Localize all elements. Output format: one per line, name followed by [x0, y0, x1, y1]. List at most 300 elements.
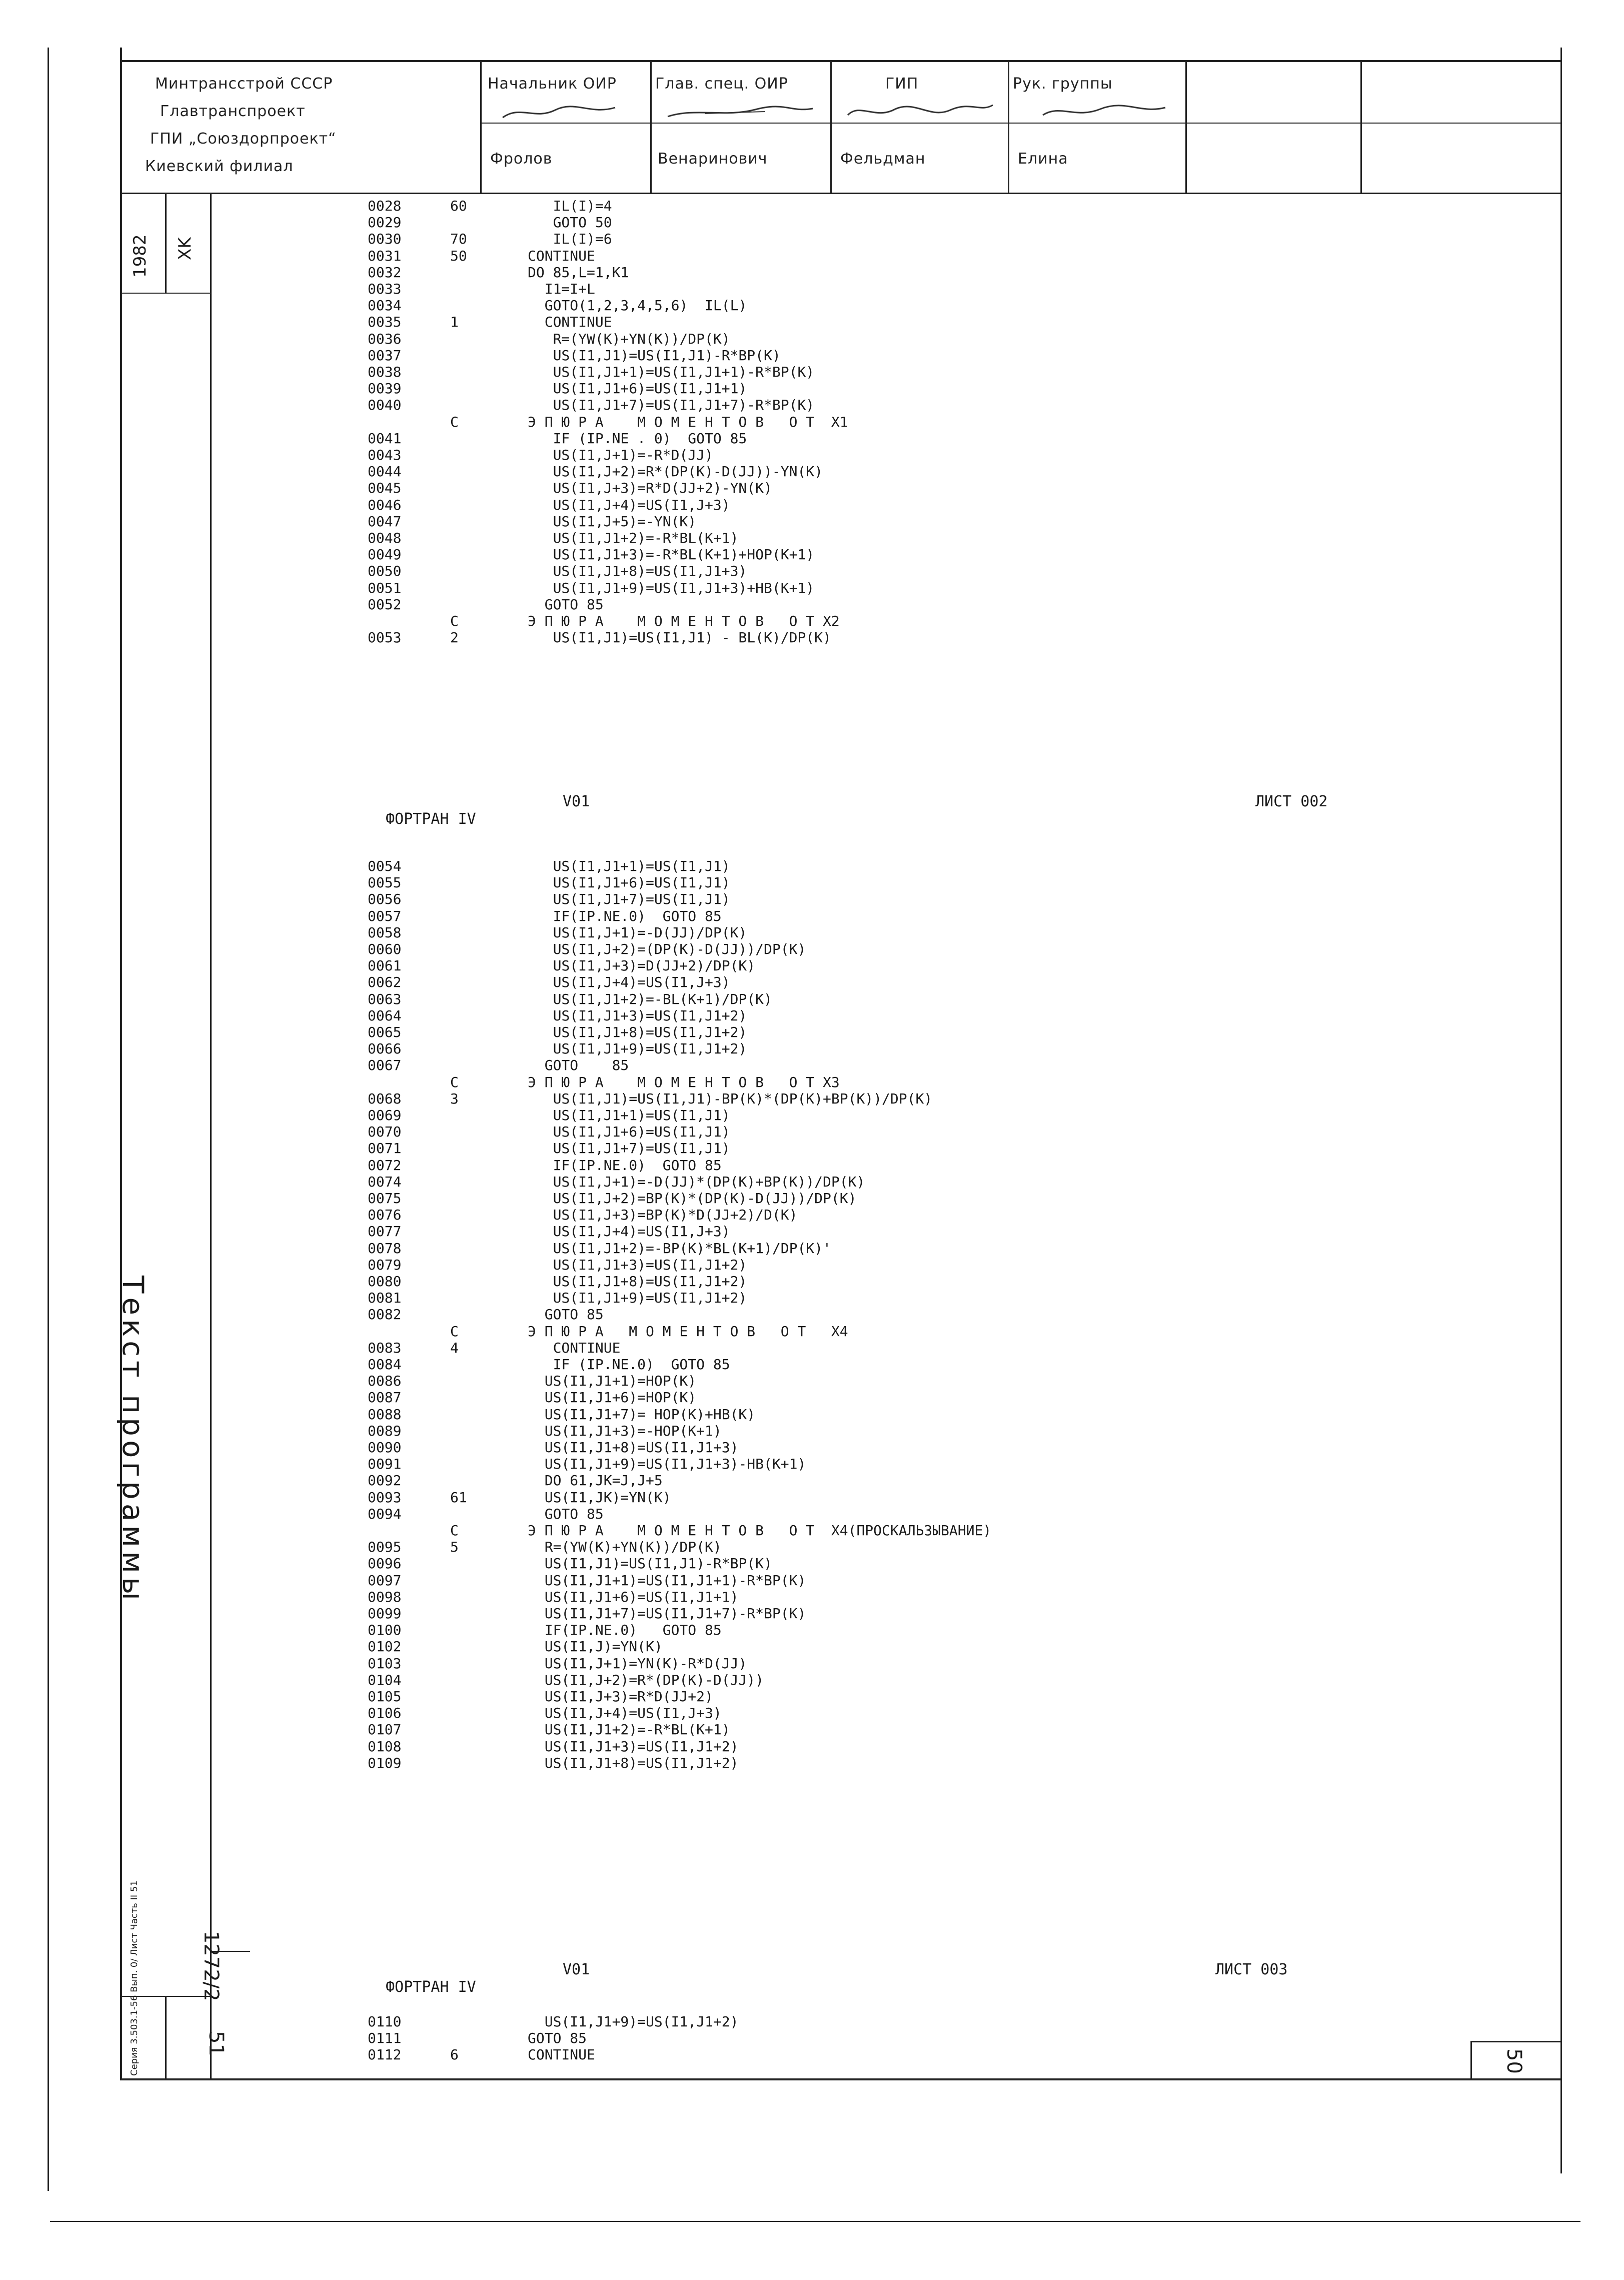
code-line	[0, 314, 1450, 331]
signature-frolov	[500, 103, 620, 123]
statement-text: US(I1,J+1)=-R*D(JJ)	[528, 447, 713, 463]
line-number: 0056	[368, 891, 402, 908]
line-number: 0043	[368, 447, 402, 463]
line-number: 0044	[368, 463, 402, 480]
line-number: 0074	[368, 1173, 402, 1190]
code-line	[0, 1123, 1450, 1141]
code-line	[0, 563, 1450, 580]
code-line	[0, 1257, 1450, 1274]
code-line	[0, 1174, 1450, 1191]
code-line	[0, 1439, 1450, 1456]
code-line	[0, 1074, 1450, 1091]
statement-text: US(I1,J1+9)=US(I1,J1+2)	[528, 2013, 739, 2030]
statement-text: US(I1,J+2)=R*(DP(K)-D(JJ))-YN(K)	[528, 463, 823, 480]
line-number: 0029	[368, 214, 402, 231]
margin-code-xk: XK	[175, 237, 195, 260]
signature-venarinovich	[665, 103, 815, 123]
code-line	[0, 1240, 1450, 1257]
statement-text: US(I1,J+4)=US(I1,J+3)	[528, 1223, 730, 1240]
statement-text: US(I1,J1+3)=US(I1,J1+2)	[528, 1256, 747, 1273]
code-line	[0, 364, 1450, 381]
statement-label: 3	[450, 1090, 459, 1107]
code-line	[0, 1323, 1450, 1340]
code-line	[0, 1223, 1450, 1240]
statement-text: CONTINUE	[528, 1339, 621, 1356]
statement-text: Э П Ю Р А М О М Е Н Т О В О Т X3	[528, 1073, 840, 1090]
line-number: 0069	[368, 1107, 402, 1123]
statement-text: GOTO 85	[528, 1057, 629, 1074]
statement-text: US(I1,J)=YN(K)	[528, 1638, 663, 1655]
code-line	[0, 629, 1450, 646]
code-line	[0, 513, 1450, 530]
statement-text: US(I1,J1)=US(I1,J1) - BL(K)/DP(K)	[528, 629, 831, 646]
line-number: 0072	[368, 1157, 402, 1174]
code-line	[0, 248, 1450, 265]
code-line	[0, 1638, 1450, 1655]
statement-text: Э П Ю Р А М О М Е Н Т О В О Т X2	[528, 613, 840, 629]
statement-text: US(I1,J+2)=BP(K)*(DP(K)-D(JJ))/DP(K)	[528, 1190, 857, 1207]
code-line	[0, 891, 1450, 908]
code-line	[0, 1207, 1450, 1224]
statement-text: US(I1,J1+8)=US(I1,J1+2)	[528, 1754, 739, 1771]
code-line	[0, 991, 1450, 1008]
statement-label: 1	[450, 314, 459, 331]
code-line	[0, 1140, 1450, 1157]
titleblock-divider-v6	[1360, 60, 1362, 193]
code-line	[0, 1456, 1450, 1473]
statement-text: IL(I)=6	[528, 231, 612, 248]
statement-label: C	[450, 413, 459, 430]
page-number: 50	[1502, 2048, 1525, 2074]
fortran-version-1: V01	[563, 793, 590, 810]
name-elina: Елина	[1018, 150, 1068, 168]
line-number: 0070	[368, 1123, 402, 1141]
statement-text: US(I1,J+4)=US(I1,J+3)	[528, 1705, 722, 1722]
line-number: 0084	[368, 1356, 402, 1373]
statement-text: DO 85,L=1,K1	[528, 264, 629, 281]
line-number: 0107	[368, 1721, 402, 1738]
line-number: 0076	[368, 1207, 402, 1224]
code-line	[0, 1688, 1450, 1705]
statement-label: 61	[450, 1489, 467, 1506]
code-line	[0, 463, 1450, 480]
statement-text: DO 61,JK=J,J+5	[528, 1472, 663, 1489]
role-chief: Начальник ОИР	[488, 75, 617, 93]
code-line	[0, 957, 1450, 974]
code-line	[0, 580, 1450, 597]
statement-text: US(I1,J1+8)=US(I1,J1+3)	[528, 563, 747, 580]
statement-text: US(I1,J1)=US(I1,J1)-R*BP(K)	[528, 1555, 772, 1572]
code-line	[0, 1306, 1450, 1323]
code-line	[0, 1755, 1450, 1772]
statement-label: 5	[450, 1539, 459, 1556]
org-line-2: Главтранспроект	[160, 103, 306, 120]
statement-text: US(I1,J1+1)=US(I1,J1)	[528, 1107, 730, 1123]
titleblock-divider-v2	[650, 60, 652, 193]
line-number: 0067	[368, 1057, 402, 1074]
line-number: 0105	[368, 1688, 402, 1705]
line-number: 0090	[368, 1439, 402, 1456]
code-line	[0, 430, 1450, 447]
statement-text: US(I1,J1+3)=-R*BL(K+1)+HOP(K+1)	[528, 546, 815, 563]
statement-text: US(I1,J1+8)=US(I1,J1+3)	[528, 1439, 739, 1456]
code-line	[0, 1738, 1450, 1755]
line-number: 0111	[368, 2030, 402, 2047]
statement-label: 6	[450, 2046, 459, 2063]
org-line-4: Киевский филиал	[145, 158, 294, 175]
frame-right	[1560, 48, 1562, 2173]
statement-text: IF(IP.NE.0) GOTO 85	[528, 1622, 722, 1639]
statement-label: 50	[450, 247, 467, 264]
line-number: 0066	[368, 1040, 402, 1057]
line-number: 0093	[368, 1489, 402, 1506]
code-line	[0, 1572, 1450, 1589]
code-line	[0, 198, 1450, 215]
line-number: 0092	[368, 1472, 402, 1489]
statement-text: Э П Ю Р А М О М Е Н Т О В О Т X4	[528, 1323, 848, 1340]
vertical-title: Текст программы	[116, 1276, 150, 1604]
line-number: 0051	[368, 579, 402, 596]
code-line	[0, 1506, 1450, 1523]
code-line	[0, 1539, 1450, 1556]
code-line	[0, 1472, 1450, 1489]
code-line	[0, 941, 1450, 958]
statement-text: CONTINUE	[528, 314, 612, 331]
statement-label: C	[450, 613, 459, 629]
statement-text: US(I1,J+1)=-D(JJ)/DP(K)	[528, 924, 747, 941]
line-number: 0034	[368, 297, 402, 314]
code-line	[0, 1489, 1450, 1506]
statement-label: 70	[450, 231, 467, 248]
line-number: 0104	[368, 1671, 402, 1688]
code-line	[0, 908, 1450, 925]
statement-text: US(I1,J1+6)=US(I1,J1)	[528, 874, 730, 891]
statement-text: IL(I)=4	[528, 198, 612, 214]
line-number: 0039	[368, 380, 402, 397]
name-venarinovich: Венаринович	[658, 150, 768, 168]
code-line	[0, 1373, 1450, 1390]
statement-text: US(I1,J1+1)=US(I1,J1)	[528, 858, 730, 874]
line-number: 0082	[368, 1306, 402, 1323]
statement-text: CONTINUE	[528, 247, 595, 264]
statement-label: C	[450, 1323, 459, 1340]
signature-elina	[1040, 100, 1170, 123]
line-number: 0028	[368, 198, 402, 214]
series-label: Серия 3.503.1-56 Вып. 0/ Лист Часть II 51	[129, 1880, 140, 2076]
line-number: 0065	[368, 1024, 402, 1040]
line-number: 0083	[368, 1339, 402, 1356]
statement-label: C	[450, 1522, 459, 1539]
line-number: 0052	[368, 596, 402, 613]
statement-text: US(I1,JK)=YN(K)	[528, 1489, 671, 1506]
line-number: 0086	[368, 1373, 402, 1390]
sheet-label-1: ЛИСТ 002	[1255, 793, 1328, 810]
line-number: 0063	[368, 990, 402, 1007]
line-number: 0033	[368, 281, 402, 297]
statement-text: US(I1,J+3)=R*D(JJ+2)-YN(K)	[528, 480, 772, 497]
line-number: 0035	[368, 314, 402, 331]
statement-label: 60	[450, 198, 467, 214]
fortran-label-2: ФОРТРАН IV	[386, 1978, 476, 1996]
line-number: 0053	[368, 629, 402, 646]
code-line	[0, 530, 1450, 547]
code-line	[0, 1522, 1450, 1539]
org-line-3: ГПИ „Союздорпроект“	[150, 130, 337, 148]
titleblock-divider-v3	[830, 60, 832, 193]
code-line	[0, 613, 1450, 630]
line-number: 0040	[368, 397, 402, 414]
line-number: 0088	[368, 1406, 402, 1423]
sheet-small: 51	[205, 2031, 228, 2056]
code-line	[0, 974, 1450, 991]
statement-text: US(I1,J+4)=US(I1,J+3)	[528, 496, 730, 513]
statement-text: US(I1,J1+9)=US(I1,J1+2)	[528, 1290, 747, 1307]
statement-text: US(I1,J1+3)=US(I1,J1+2)	[528, 1007, 747, 1024]
statement-text: US(I1,J1)=US(I1,J1)-BP(K)*(DP(K)+BP(K))/DP(K)	[528, 1090, 933, 1107]
code-line	[0, 447, 1450, 464]
statement-text: CONTINUE	[528, 2046, 595, 2063]
statement-text: GOTO(1,2,3,4,5,6) IL(L)	[528, 297, 747, 314]
statement-text: US(I1,J+1)=-D(JJ)*(DP(K)+BP(K))/DP(K)	[528, 1173, 865, 1190]
titleblock-bottom	[120, 193, 1560, 194]
statement-text: US(I1,J1+2)=-BP(K)*BL(K+1)/DP(K)'	[528, 1240, 831, 1257]
code-line	[0, 1356, 1450, 1373]
code-line	[0, 347, 1450, 364]
code-line	[0, 596, 1450, 613]
statement-text: US(I1,J1+7)=US(I1,J1+7)-R*BP(K)	[528, 397, 815, 414]
code-line	[0, 1672, 1450, 1689]
code-line	[0, 1555, 1450, 1572]
code-line	[0, 264, 1450, 281]
statement-label: 4	[450, 1339, 459, 1356]
statement-text: US(I1,J1+9)=US(I1,J1+2)	[528, 1040, 747, 1057]
statement-text: US(I1,J1+1)=HOP(K)	[528, 1373, 697, 1390]
code-line	[0, 2013, 1450, 2030]
code-line	[0, 1040, 1450, 1057]
pagenum-box-top	[1470, 2041, 1560, 2042]
code-line	[0, 1024, 1450, 1041]
statement-text: US(I1,J+2)=R*(DP(K)-D(JJ))	[528, 1671, 764, 1688]
frame-bottom	[120, 2078, 1560, 2080]
fortran-header-1	[368, 793, 476, 828]
line-number: 0064	[368, 1007, 402, 1024]
code-line	[0, 1057, 1450, 1074]
line-number: 0075	[368, 1190, 402, 1207]
line-number: 0049	[368, 546, 402, 563]
line-number: 0031	[368, 247, 402, 264]
role-group-head: Рук. группы	[1013, 75, 1113, 93]
code-line	[0, 874, 1450, 891]
line-number: 0047	[368, 513, 402, 530]
line-number: 0058	[368, 924, 402, 941]
code-line	[0, 2046, 1450, 2063]
line-number: 0037	[368, 347, 402, 364]
line-number: 0102	[368, 1638, 402, 1655]
line-number: 0096	[368, 1555, 402, 1572]
code-line	[0, 331, 1450, 348]
code-line	[0, 231, 1450, 248]
code-line	[0, 1655, 1450, 1672]
statement-text: US(I1,J1+6)=US(I1,J1+1)	[528, 380, 747, 397]
statement-text: Э П Ю Р А М О М Е Н Т О В О Т X1	[528, 413, 848, 430]
statement-text: US(I1,J+3)=R*D(JJ+2)	[528, 1688, 713, 1705]
statement-text: US(I1,J+4)=US(I1,J+3)	[528, 974, 730, 991]
line-number: 0032	[368, 264, 402, 281]
line-number: 0099	[368, 1605, 402, 1622]
statement-text: US(I1,J1+1)=US(I1,J1+1)-R*BP(K)	[528, 1572, 806, 1589]
line-number: 0112	[368, 2046, 402, 2063]
line-number: 0098	[368, 1588, 402, 1605]
statement-text: GOTO 85	[528, 596, 604, 613]
titleblock-divider-h	[480, 123, 1560, 124]
line-number: 0079	[368, 1256, 402, 1273]
statement-text: US(I1,J1+7)=US(I1,J1+7)-R*BP(K)	[528, 1605, 806, 1622]
role-gip: ГИП	[885, 75, 919, 93]
pagenum-box-left	[1470, 2041, 1472, 2078]
statement-text: US(I1,J1+6)=HOP(K)	[528, 1389, 697, 1406]
code-line	[0, 480, 1450, 497]
statement-text: US(I1,J1+3)=US(I1,J1+2)	[528, 1738, 739, 1755]
sheet-label-2: ЛИСТ 003	[1215, 1961, 1288, 1978]
code-line	[0, 1273, 1450, 1290]
line-number: 0050	[368, 563, 402, 580]
statement-text: US(I1,J1+8)=US(I1,J1+2)	[528, 1024, 747, 1040]
statement-text: R=(YW(K)+YN(K))/DP(K)	[528, 330, 730, 347]
code-line	[0, 1589, 1450, 1606]
code-line	[0, 1622, 1450, 1639]
statement-text: US(I1,J1+2)=-R*BL(K+1)	[528, 530, 739, 546]
code-line	[0, 1090, 1450, 1107]
line-number: 0109	[368, 1754, 402, 1771]
statement-text: US(I1,J+1)=YN(K)-R*D(JJ)	[528, 1655, 747, 1672]
line-number: 0089	[368, 1422, 402, 1439]
statement-text: US(I1,J1+8)=US(I1,J1+2)	[528, 1273, 747, 1290]
code-line	[0, 1389, 1450, 1406]
line-number: 0100	[368, 1622, 402, 1639]
statement-text: R=(YW(K)+YN(K))/DP(K)	[528, 1539, 722, 1556]
line-number: 0038	[368, 364, 402, 380]
line-number: 0078	[368, 1240, 402, 1257]
margin-code-year: 1982	[130, 234, 150, 278]
line-number: 0068	[368, 1090, 402, 1107]
fortran-header-2	[368, 1961, 476, 1996]
statement-text: US(I1,J1+9)=US(I1,J1+3)-HB(K+1)	[528, 1456, 806, 1473]
line-number: 0110	[368, 2013, 402, 2030]
code-line	[0, 1190, 1450, 1207]
name-feldman: Фельдман	[840, 150, 926, 168]
line-number: 0106	[368, 1705, 402, 1722]
line-number: 0045	[368, 480, 402, 497]
statement-text: US(I1,J+2)=(DP(K)-D(JJ))/DP(K)	[528, 941, 806, 957]
code-line	[0, 281, 1450, 298]
line-number: 0071	[368, 1140, 402, 1157]
line-number: 0095	[368, 1539, 402, 1556]
statement-text: US(I1,J1+3)=-HOP(K+1)	[528, 1422, 722, 1439]
code-line	[0, 1007, 1450, 1024]
code-line	[0, 1705, 1450, 1722]
statement-text: IF(IP.NE.0) GOTO 85	[528, 1157, 722, 1174]
page-rule-bottom	[50, 2221, 1580, 2222]
code-line	[0, 858, 1450, 875]
org-line-1: Минтрансстрой СССР	[155, 75, 333, 93]
name-frolov: Фролов	[490, 150, 553, 168]
statement-text: US(I1,J1)=US(I1,J1)-R*BP(K)	[528, 347, 781, 364]
code-line	[0, 546, 1450, 563]
code-line	[0, 414, 1450, 431]
line-number: 0046	[368, 496, 402, 513]
fortran-version-2: V01	[563, 1961, 590, 1978]
statement-label: 2	[450, 629, 459, 646]
statement-text: IF (IP.NE . 0) GOTO 85	[528, 430, 747, 447]
statement-text: Э П Ю Р А М О М Е Н Т О В О Т X4(ПРОСКАЛЬЗЫВАНИЕ)	[528, 1522, 992, 1539]
statement-text: IF (IP.NE.0) GOTO 85	[528, 1356, 730, 1373]
code-line	[0, 380, 1450, 397]
line-number: 0087	[368, 1389, 402, 1406]
signature-feldman	[845, 100, 995, 123]
code-line	[0, 1605, 1450, 1622]
statement-text: I1=I+L	[528, 281, 595, 297]
line-number: 0048	[368, 530, 402, 546]
line-number: 0054	[368, 858, 402, 874]
statement-text: GOTO 50	[528, 214, 612, 231]
line-number: 0097	[368, 1572, 402, 1589]
fortran-label-1: ФОРТРАН IV	[386, 810, 476, 828]
line-number: 0030	[368, 231, 402, 248]
statement-text: US(I1,J+3)=D(JJ+2)/DP(K)	[528, 957, 756, 974]
line-number: 0057	[368, 907, 402, 924]
statement-text: US(I1,J+5)=-YN(K)	[528, 513, 697, 530]
line-number: 0055	[368, 874, 402, 891]
code-line	[0, 214, 1450, 231]
statement-text: US(I1,J1+6)=US(I1,J1+1)	[528, 1588, 739, 1605]
statement-text: US(I1,J1+2)=-BL(K+1)/DP(K)	[528, 990, 772, 1007]
code-line	[0, 1721, 1450, 1738]
role-chief-spec: Глав. спец. ОИР	[655, 75, 788, 93]
line-number: 0094	[368, 1505, 402, 1522]
code-line	[0, 1107, 1450, 1124]
code-line	[0, 2030, 1450, 2047]
statement-text: US(I1,J1+2)=-R*BL(K+1)	[528, 1721, 730, 1738]
line-number: 0041	[368, 430, 402, 447]
code-line	[0, 1340, 1450, 1357]
code-line	[0, 497, 1450, 514]
statement-text: US(I1,J1+7)= HOP(K)+HB(K)	[528, 1406, 756, 1423]
frame-top	[120, 60, 1560, 62]
line-number: 0062	[368, 974, 402, 991]
line-number: 0081	[368, 1290, 402, 1307]
line-number: 0108	[368, 1738, 402, 1755]
titleblock-divider-v1	[480, 60, 482, 193]
titleblock-divider-v4	[1008, 60, 1009, 193]
statement-text: US(I1,J1+9)=US(I1,J1+3)+HB(K+1)	[528, 579, 815, 596]
inventory-number: 1272/2	[200, 1931, 223, 2001]
line-number: 0036	[368, 330, 402, 347]
statement-text: US(I1,J1+7)=US(I1,J1)	[528, 891, 730, 908]
code-line	[0, 1157, 1450, 1174]
code-line	[0, 924, 1450, 941]
code-line	[0, 1423, 1450, 1440]
statement-text: GOTO 85	[528, 1505, 604, 1522]
titleblock-divider-v5	[1185, 60, 1187, 193]
statement-text: US(I1,J1+6)=US(I1,J1)	[528, 1123, 730, 1141]
statement-text: US(I1,J+3)=BP(K)*D(JJ+2)/D(K)	[528, 1207, 798, 1224]
code-line	[0, 397, 1450, 414]
statement-text: US(I1,J1+1)=US(I1,J1+1)-R*BP(K)	[528, 364, 815, 380]
line-number: 0103	[368, 1655, 402, 1672]
statement-text: IF(IP.NE.0) GOTO 85	[528, 907, 722, 924]
line-number: 0060	[368, 941, 402, 957]
statement-text: GOTO 85	[528, 2030, 587, 2047]
